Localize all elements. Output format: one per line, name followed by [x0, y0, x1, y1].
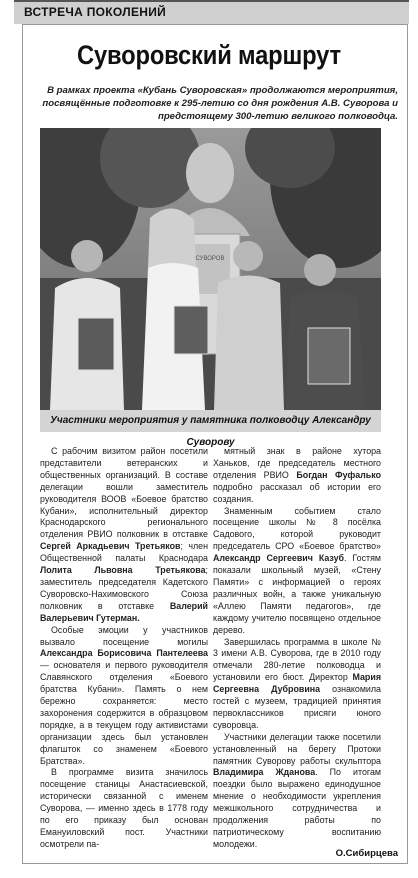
photo-illustration	[40, 128, 381, 410]
paragraph	[40, 446, 208, 625]
paragraph	[40, 767, 208, 850]
text-run: — основателя и первого руководителя Славянского отделения «Боевого братства Кубани». Память о нем бережно сохраняется: место захоронения содержится в образцовом порядке, а в текущем году активистами организации здесь был установлен флагшток со знаменем «Боевого Братства».	[40, 660, 208, 766]
text-run: В программе визита значилось посещение станицы Анастасиевской, исторически связанной с именем Суворова, — именно здесь в 1778 году по его приказу был основан Емануиловский пост. Участники осмотрели па-	[40, 767, 208, 849]
author-signature: О.Сибирцева	[335, 848, 398, 859]
bold-name: Сергей Аркадьевич Третьяков	[40, 541, 181, 552]
text-run: С рабочим визитом район посетили представители ветеранских и общественных организаций. В составе делегации вошли заместитель руководителя ВООВ «Боевое братство Кубани», исполнительный директор Краснодарского регионального отделения РВИО полковник в отставке	[40, 446, 208, 540]
text-run: ; член Общественной палаты Краснодара	[40, 541, 208, 564]
text-run: мятный знак в районе хутора Ханьков, где председатель местного отделения РВИО	[213, 446, 381, 480]
bold-name: Мария Сергеевна Дубровина	[213, 672, 381, 695]
photo-caption: Участники мероприятия у памятника полководцу Александру Суворову	[40, 410, 381, 432]
text-run: Завершилась программа в школе № 3 имени А.В. Суворова, где в 2010 году отмечали 280-летие полководца и установили его бюст. Директор	[213, 636, 381, 683]
paragraph	[213, 732, 381, 851]
paragraph	[40, 625, 208, 768]
text-run: ознакомила гостей с музеем, традицией принятия первоклассников присяги юного суворовца.	[213, 684, 381, 730]
text-run: . По итогам поездки было выражено единодушное мнение о необходимости укрепления межшкольного сотрудничества и продолжения работы по патриотическому воспитанию молодежи.	[213, 767, 381, 849]
pedestal-inscription: СУВОРОВ	[195, 256, 225, 262]
paragraph	[213, 506, 381, 637]
bold-name: Александра Борисовича Пантелеева	[40, 648, 208, 659]
bold-name: Валерий Валерьевич Гутерман.	[40, 600, 208, 623]
article-photo	[40, 128, 381, 410]
text-column-right	[213, 446, 381, 851]
text-run: Знаменным событием стало посещение школы № 8 посёлка Садового, которой руководит председатель СРО «Боевое братство»	[213, 505, 381, 552]
bold-name: Владимира Жданова	[213, 767, 316, 778]
text-run: . Гостям показали школьный музей, «Стену Памяти» с информацией о героях различных войн, а также уникальную «Аллею Памяти педагогов», где каждому учителю посвящено отдельное дерево.	[213, 553, 381, 635]
article-title: Суворовский маршрут	[77, 40, 341, 70]
text-run: подробно рассказал об истории его создания.	[213, 481, 381, 504]
bold-name: Александр Сергеевич Казуб	[213, 553, 345, 564]
paragraph	[213, 446, 381, 506]
text-run: ; заместитель председателя Кадетского Суворовско-Нахимовского Союза полковник в отставке	[40, 565, 208, 611]
text-column-left	[40, 446, 208, 851]
bold-name: Лолита Львовна Третьякова	[40, 565, 206, 576]
rubric-label: ВСТРЕЧА ПОКОЛЕНИЙ	[24, 5, 167, 19]
article-lead: В рамках проекта «Кубань Суворовская» продолжаются мероприятия, посвящённые подготовке к 295-летию со дня рождения А.В. Суворова и предстоящему 300-летию великого полководца.	[42, 85, 398, 123]
paragraph	[213, 637, 381, 732]
section-rubric	[14, 0, 409, 24]
bold-name: Богдан Фуфалько	[296, 469, 381, 480]
text-run: Участники делегации также посетили установленный на берегу Протоки памятник Суворову работы скульптора	[213, 731, 381, 766]
text-run: Особые эмоции у участников вызвало посещение могилы	[40, 624, 208, 647]
